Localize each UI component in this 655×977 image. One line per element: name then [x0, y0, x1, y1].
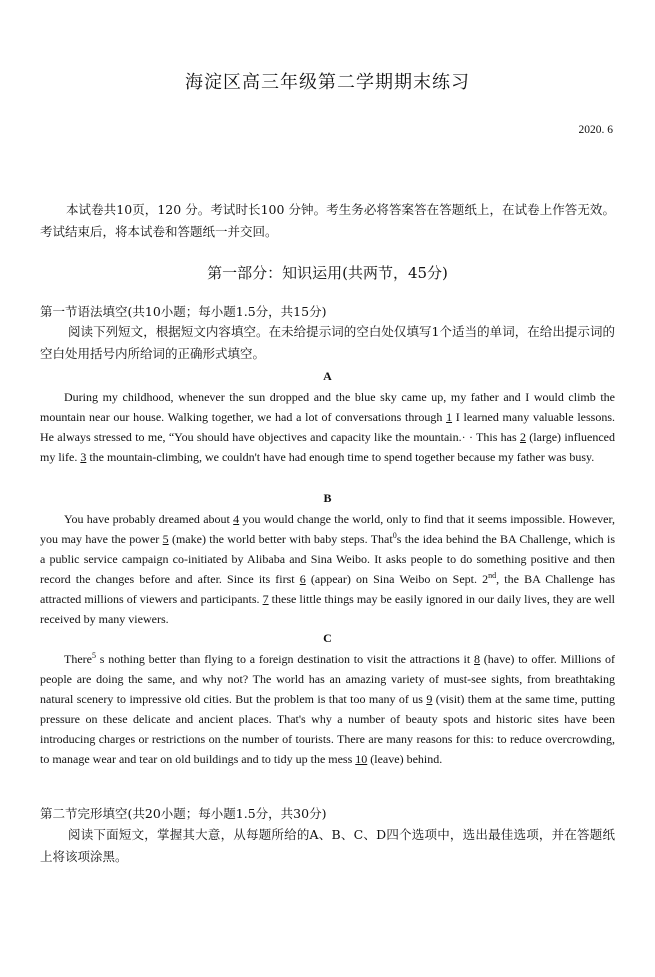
passage-text: s nothing better than flying to a foreign destination to visit the attractions it: [95, 652, 474, 666]
part1-title: 第一部分：知识运用(共两节，45分): [207, 264, 448, 282]
superscript: nd: [488, 571, 497, 580]
blank-7: 7: [262, 592, 269, 606]
section1-instructions: 阅读下列短文，根据短文内容填空。在未给提示词的空白处仅填写1个适当的单词，在给出提示词的空白处用括号内所给词的正确形式填空。: [40, 324, 615, 361]
blank-9: 9: [426, 692, 433, 706]
passage-text: the mountain-climbing, we couldn't have had enough time to spend together because my father was busy.: [86, 450, 595, 464]
section2-instructions: 阅读下面短文，掌握其大意，从每题所给的A、B、C、D四个选项中，选出最佳选项，并在答题纸上将该项涂黑。: [40, 827, 615, 864]
passage-text: (appear) on Sina Weibo on Sept. 2: [305, 572, 489, 586]
superscript: 5: [91, 651, 96, 660]
passage-text: I learned many valuable lessons. He always stressed to me, “You should have objectives and capacity like the mountain.· · This has: [40, 410, 615, 444]
blank-5: 5: [162, 532, 169, 546]
passage-text: these little things may be easily ignored in our daily lives, they are well received by many viewers.: [40, 592, 615, 626]
passage-text: , the BA Challenge has attracted millions of viewers and participants.: [40, 572, 615, 606]
passage-a-text: [40, 387, 615, 467]
passage-text: (have) to offer. Millions of people are doing the same, and why not? The world has an amazing variety of must-see sights, from breathtaking natural scenery to impressive old cities. But the problem is that too many of us: [40, 652, 616, 706]
passage-text: There: [64, 652, 92, 666]
passage-b-label: B: [323, 491, 332, 505]
blank-6: 6: [299, 572, 306, 586]
blank-2: 2: [519, 430, 526, 444]
passage-text: (make) the world better with baby steps. That: [168, 532, 393, 546]
passage-c-text: [40, 649, 615, 769]
passage-text: (leave) behind.: [367, 752, 443, 766]
passage-text: s the idea behind the BA Challenge, which is a public service campaign co-initiated by Alibaba and Sina Weibo. It asks people to do something positive and then record the changes before and after. Since its first: [40, 532, 616, 586]
blank-3: 3: [80, 450, 87, 464]
superscript: 0: [392, 531, 397, 540]
blank-8: 8: [474, 652, 480, 666]
section1-heading: 第一节语法填空(共10小题；每小题1.5分，共15分): [40, 304, 327, 319]
passage-c-label: C: [323, 631, 332, 645]
exam-notice: 本试卷共10页，120 分。考试时长100 分钟。考生务必将答案答在答题纸上，在试卷上作答无效。考试结束后，将本试卷和答题纸一并交回。: [40, 202, 615, 239]
blank-1: 1: [446, 410, 453, 424]
passage-text: During my childhood, whenever the sun dropped and the blue sky came up, my father and I would climb the mountain near our house. Walking together, we had a lot of conversations through: [40, 390, 615, 424]
exam-title: 海淀区高三年级第二学期期末练习: [185, 72, 470, 93]
blank-4: 4: [233, 512, 240, 526]
passage-text: You have probably dreamed about: [64, 512, 234, 526]
passage-text: (visit) them at the same time, putting pressure on these delicate and ancient places. That's why a number of beauty spots and historic sites have been introducing charges or restrictions on the number of tourists. There are many reasons for this: to reduce overcrowding, to manage wear and tear on old buildings and to tidy up the mess: [40, 692, 615, 766]
passage-text: (large) influenced my life.: [40, 430, 615, 464]
exam-date: 2020. 6: [578, 124, 613, 136]
passage-text: you would change the world, only to find that it seems impossible. However, you may have the power: [40, 512, 615, 546]
blank-10: 10: [355, 752, 368, 766]
section2-heading: 第二节完形填空(共20小题；每小题1.5分，共30分): [40, 806, 327, 821]
passage-a-label: A: [323, 369, 332, 383]
passage-b-text: [40, 509, 615, 629]
